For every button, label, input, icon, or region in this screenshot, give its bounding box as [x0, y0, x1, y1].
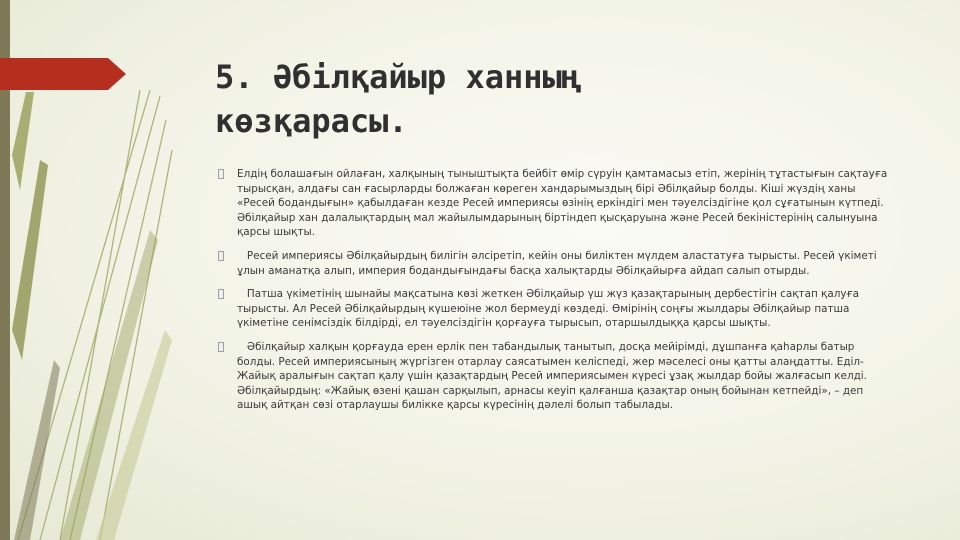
slide-title-line-1: 5. Әбілқайыр ханның: [215, 58, 582, 96]
bullet-icon: [218, 251, 224, 261]
slide-title: [215, 55, 855, 143]
paragraph-text: Ресей империясы Әбілқайырдың билігін әлсіретіп, кейін оны биліктен мүлдем аластатуға тырысты. Ресей үкіметі ұлын аманатқа алып, империя бодандығындағы басқа халықтарды Әбілқайырға айдап салып отырды.: [237, 249, 880, 277]
bullet-icon: [218, 289, 224, 299]
list-item: [218, 287, 890, 331]
paragraph-text: Әбілқайыр халқын қорғауда ерен ерлік пен табандылық танытып, досқа мейірімді, дұшпанға қаһарлы батыр болды. Ресей империясының жүргізген отарлау саясатымен келіспеді, жер мәселесі оны қатты алаңдатты. Еділ-Жайық аралығын сақтап қалу үшін қазақтардың Ресей империясымен күресі ұзақ жылдар бойы жалғасып келді. Әбілқайырдың: «Жайық өзені қашан сарқылып, арнасы кеуіп қалғанша қазақтар оның бойынан кетпейді», – деп ашық айтқан сөзі отарлаушы билікке қарсы күресінің дәлелі болып табылады.: [237, 340, 871, 412]
list-item: [218, 167, 890, 240]
list-item: [218, 340, 890, 413]
olive-shards: [12, 92, 172, 540]
paragraph-text: Елдің болашағын ойлаған, халқының тыныштықта бейбіт өмір сүруін қамтамасыз етіп, жерінің тұтастығын сақтауға тырысқан, алдағы сан ғасырларды болжаған көреген хандарымыздың бірі Әбілқайыр болды. Кіші жүздің ханы «Ресей бодандығын» қабылдаған кезде Ресей империясы өзінің еркіндігі мен тәуелсіздігіне қол сұғатынын күтпеді. Әбілқайыр хан далалықтардың мал жайылымдарының біртіндеп қысқаруына және Ресей бекіністерінің салынуына қарсы шықты.: [237, 168, 891, 239]
red-accent-arrow: [0, 58, 126, 90]
bullet-list: [218, 167, 890, 422]
slide-title-line-2: көзқарасы.: [215, 102, 408, 140]
list-item: [218, 249, 890, 278]
bullet-icon: [218, 342, 224, 352]
decorative-stripes: [0, 0, 200, 540]
bullet-icon: [218, 169, 224, 179]
paragraph-text: Патша үкіметінің шынайы мақсатына көзі жеткен Әбілқайыр үш жүз қазақтарының дербестігін сақтап қалуға тырысты. Ал Ресей Әбілқайырдың күшеюіне жол бермеуді көздеді. Өмірінің соңғы жылдары Әбілқайыр патша үкіметіне сенімсіздік білдірді, ел тәуелсіздігін қорғауға тырысып, отаршылдыққа қарсы шықты.: [237, 288, 863, 330]
